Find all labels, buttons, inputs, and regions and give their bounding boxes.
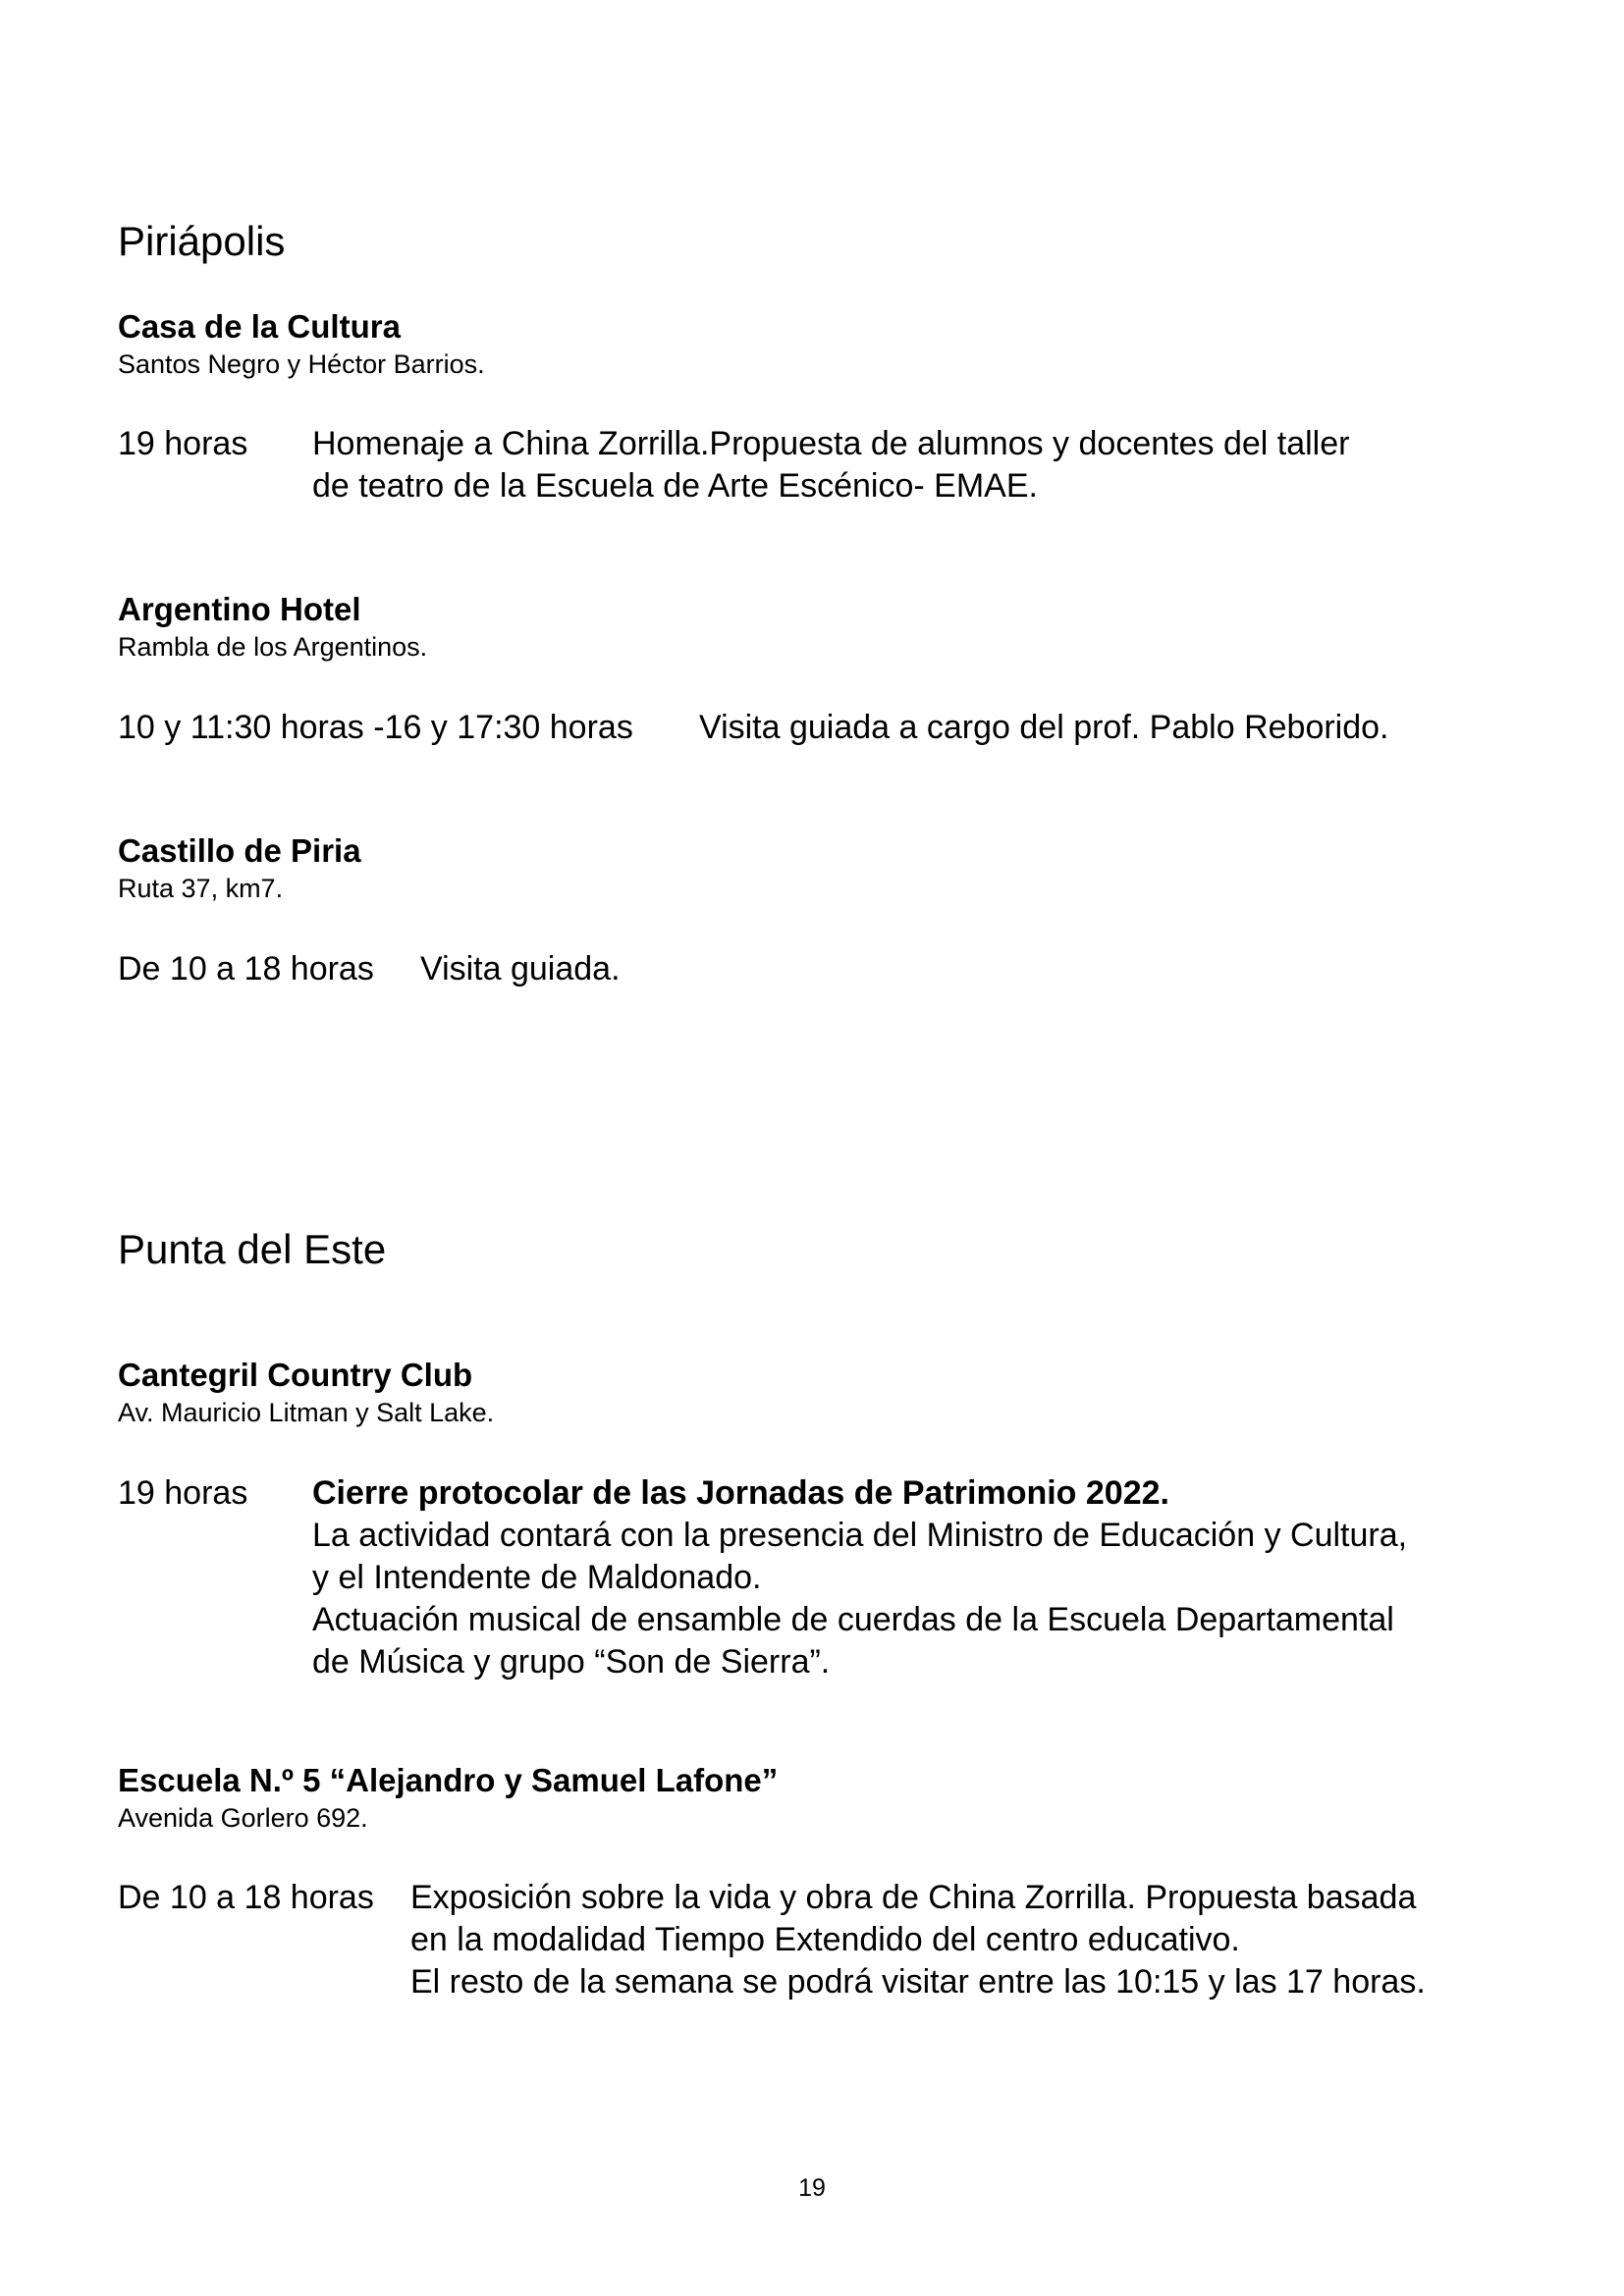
venue-name-escuela-5: Escuela N.º 5 “Alejandro y Samuel Lafone”	[118, 1762, 779, 1798]
venue-name-castillo-de-piria: Castillo de Piria	[118, 832, 361, 869]
event-description-line: La actividad contará con la presencia del Ministro de Educación y Cultura,	[312, 1517, 1408, 1554]
event-description-line: Actuación musical de ensamble de cuerdas de la Escuela Departamental	[312, 1601, 1394, 1638]
event-description-line: Homenaje a China Zorrilla.Propuesta de alumnos y docentes del taller	[312, 425, 1350, 462]
event-headline: Cierre protocolar de las Jornadas de Patrimonio 2022.	[312, 1474, 1169, 1512]
event-description	[312, 1472, 1407, 1683]
event-description-line: de Música y grupo “Son de Sierra”.	[312, 1643, 831, 1681]
venue-address-cantegril-country-club: Av. Mauricio Litman y Salt Lake.	[118, 1398, 495, 1427]
event-time: De 10 a 18 horas	[118, 1879, 374, 1916]
venue-name-argentino-hotel: Argentino Hotel	[118, 591, 361, 627]
event-description	[312, 423, 1349, 507]
section-title-punta-del-este: Punta del Este	[118, 1226, 387, 1272]
event-time: 19 horas	[118, 425, 248, 462]
section-title-piriapolis: Piriápolis	[118, 218, 286, 264]
event-description-line: Visita guiada a cargo del prof. Pablo Reborido.	[699, 709, 1389, 746]
venue-name-casa-de-la-cultura: Casa de la Cultura	[118, 308, 401, 345]
venue-address-castillo-de-piria: Ruta 37, km7.	[118, 874, 284, 903]
event-time: 10 y 11:30 horas -16 y 17:30 horas	[118, 709, 633, 746]
page-number: 19	[798, 2174, 826, 2202]
event-description-line: El resto de la semana se podrá visitar entre las 10:15 y las 17 horas.	[410, 1963, 1426, 2001]
event-description-line: en la modalidad Tiempo Extendido del centro educativo.	[410, 1921, 1240, 1958]
event-description-line: y el Intendente de Maldonado.	[312, 1559, 762, 1596]
event-time: De 10 a 18 horas	[118, 950, 374, 988]
event-description-line: Visita guiada.	[420, 950, 621, 988]
venue-name-cantegril-country-club: Cantegril Country Club	[118, 1357, 473, 1393]
venue-address-casa-de-la-cultura: Santos Negro y Héctor Barrios.	[118, 349, 485, 379]
event-description-line: Exposición sobre la vida y obra de China Zorrilla. Propuesta basada	[410, 1879, 1417, 1916]
venue-address-escuela-5: Avenida Gorlero 692.	[118, 1803, 368, 1833]
venue-address-argentino-hotel: Rambla de los Argentinos.	[118, 632, 428, 662]
event-description-line: de teatro de la Escuela de Arte Escénico- EMAE.	[312, 467, 1038, 505]
event-time: 19 horas	[118, 1474, 248, 1512]
event-description	[410, 1877, 1426, 2003]
